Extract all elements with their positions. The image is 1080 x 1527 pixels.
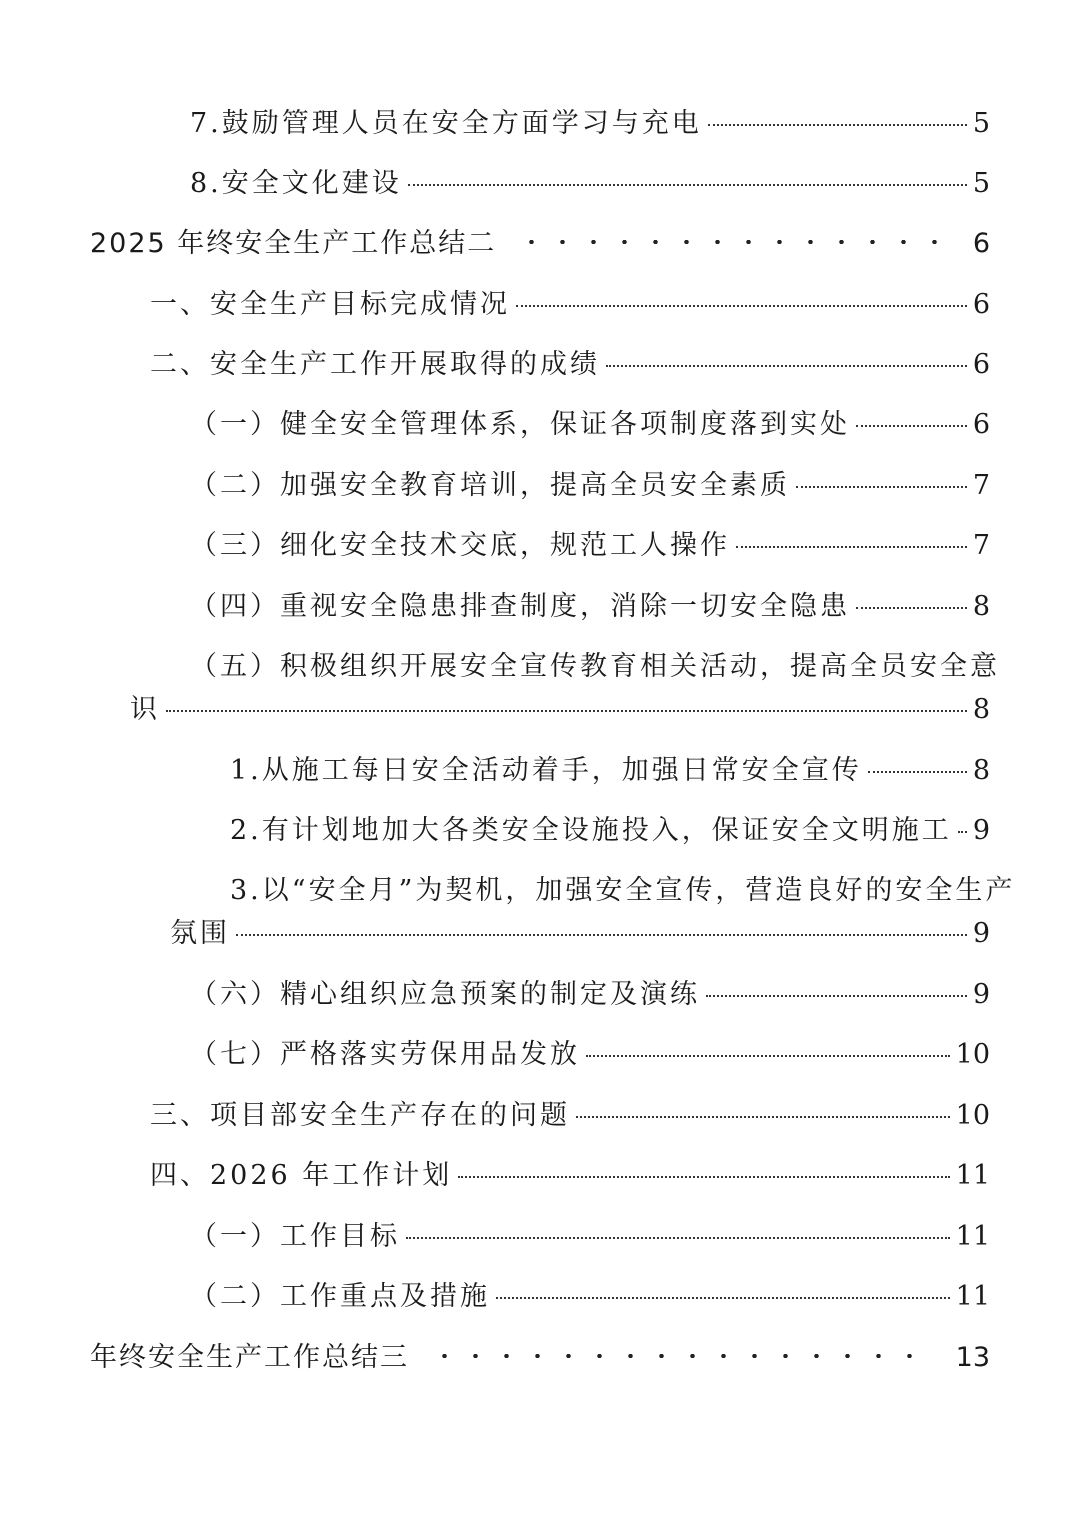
toc-entry-page: 6 bbox=[972, 228, 990, 259]
toc-entry[interactable] bbox=[190, 1219, 990, 1255]
dot-leader bbox=[516, 240, 951, 244]
toc-entry-page: 9 bbox=[972, 918, 990, 949]
toc-entry-page: 6 bbox=[972, 409, 990, 440]
toc-entry-page: 9 bbox=[972, 815, 990, 846]
dot-leader bbox=[496, 1297, 950, 1299]
toc-entry-page: 9 bbox=[972, 979, 990, 1010]
toc-entry-page: 8 bbox=[972, 591, 990, 622]
dot-leader bbox=[958, 831, 967, 833]
toc-entry[interactable] bbox=[190, 1037, 990, 1073]
toc-entry[interactable] bbox=[170, 916, 990, 952]
dot-leader bbox=[586, 1055, 950, 1057]
toc-entry-page: 5 bbox=[972, 168, 990, 199]
toc-entry-title: 7.鼓励管理人员在安全方面学习与充电 bbox=[190, 108, 702, 139]
toc-entry[interactable] bbox=[230, 753, 990, 789]
toc-entry[interactable] bbox=[190, 528, 990, 564]
toc-entry[interactable] bbox=[190, 468, 990, 504]
toc-entry-page: 6 bbox=[972, 289, 990, 320]
toc-entry-first-line[interactable]: （五）积极组织开展安全宣传教育相关活动，提高全员安全意 bbox=[190, 651, 1000, 682]
toc-entry[interactable] bbox=[190, 977, 990, 1013]
dot-leader bbox=[516, 305, 967, 307]
toc-entry-title: （一）工作目标 bbox=[190, 1221, 400, 1252]
dot-leader bbox=[708, 124, 967, 126]
toc-entry[interactable] bbox=[190, 1279, 990, 1315]
toc-entry-title: 8.安全文化建设 bbox=[190, 168, 402, 199]
dot-leader bbox=[796, 486, 967, 488]
dot-leader bbox=[606, 365, 967, 367]
toc-entry-page: 7 bbox=[972, 470, 990, 501]
dot-leader bbox=[706, 995, 967, 997]
dot-leader bbox=[458, 1176, 949, 1178]
toc-entry[interactable] bbox=[190, 166, 990, 202]
toc-entry-title: （七）严格落实劳保用品发放 bbox=[190, 1039, 580, 1070]
toc-entry-title: 一、安全生产目标完成情况 bbox=[150, 289, 510, 320]
toc-entry-page: 6 bbox=[972, 349, 990, 380]
toc-entry-page: 8 bbox=[972, 755, 990, 786]
dot-leader bbox=[736, 546, 967, 548]
dot-leader bbox=[166, 710, 967, 712]
toc-entry-page: 8 bbox=[972, 694, 990, 725]
dot-leader bbox=[868, 771, 967, 773]
dot-leader bbox=[406, 1237, 950, 1239]
toc-entry-page: 5 bbox=[972, 108, 990, 139]
dot-leader bbox=[856, 607, 967, 609]
toc-entry[interactable] bbox=[190, 106, 990, 142]
dot-leader bbox=[408, 184, 967, 186]
toc-entry[interactable] bbox=[150, 287, 990, 323]
toc-entry-title: （二）工作重点及措施 bbox=[190, 1281, 490, 1312]
toc-entry[interactable] bbox=[190, 407, 990, 443]
toc-entry-title: 1.从施工每日安全活动着手，加强日常安全宣传 bbox=[230, 755, 862, 786]
toc-entry-page: 7 bbox=[972, 530, 990, 561]
toc-entry-title: （六）精心组织应急预案的制定及演练 bbox=[190, 979, 700, 1010]
toc-entry-title: （三）细化安全技术交底，规范工人操作 bbox=[190, 530, 730, 561]
toc-entry-title: 三、项目部安全生产存在的问题 bbox=[150, 1100, 570, 1131]
toc-chapter-entry[interactable] bbox=[90, 1340, 990, 1376]
toc-entry[interactable] bbox=[150, 347, 990, 383]
toc-entry-page: 10 bbox=[955, 1100, 990, 1131]
dot-leader bbox=[856, 425, 967, 427]
toc-entry[interactable] bbox=[130, 692, 990, 728]
toc-entry[interactable] bbox=[190, 589, 990, 625]
toc-entry-page: 10 bbox=[955, 1039, 990, 1070]
toc-entry-title: 2025 年终安全生产工作总结二 bbox=[90, 228, 497, 259]
toc-entry[interactable] bbox=[230, 813, 990, 849]
toc-entry-page: 11 bbox=[955, 1160, 990, 1191]
toc-entry-title: （四）重视安全隐患排查制度，消除一切安全隐患 bbox=[190, 591, 850, 622]
toc-entry-page: 11 bbox=[955, 1221, 990, 1252]
toc-entry[interactable] bbox=[150, 1098, 990, 1134]
toc-entry-first-line[interactable]: 3.以“安全月”为契机，加强安全宣传，营造良好的安全生产 bbox=[230, 875, 1016, 906]
toc-entry-title: （二）加强安全教育培训，提高全员安全素质 bbox=[190, 470, 790, 501]
toc-entry-page: 11 bbox=[955, 1281, 990, 1312]
toc-entry-title: 2.有计划地加大各类安全设施投入，保证安全文明施工 bbox=[230, 815, 952, 846]
dot-leader bbox=[429, 1354, 934, 1358]
toc-entry-title: （一）健全安全管理体系，保证各项制度落到实处 bbox=[190, 409, 850, 440]
toc-entry-title: 氛围 bbox=[170, 918, 230, 949]
toc-entry[interactable] bbox=[150, 1158, 990, 1194]
toc-entry-title: 识 bbox=[130, 694, 160, 725]
dot-leader bbox=[236, 934, 967, 936]
toc-entry-title: 年终安全生产工作总结三 bbox=[90, 1342, 409, 1373]
toc-entry-title: 二、安全生产工作开展取得的成绩 bbox=[150, 349, 600, 380]
toc-entry-page: 13 bbox=[955, 1342, 990, 1373]
toc-chapter-entry[interactable] bbox=[90, 226, 990, 262]
toc-entry-title: 四、2026 年工作计划 bbox=[150, 1160, 453, 1191]
dot-leader bbox=[576, 1116, 950, 1118]
